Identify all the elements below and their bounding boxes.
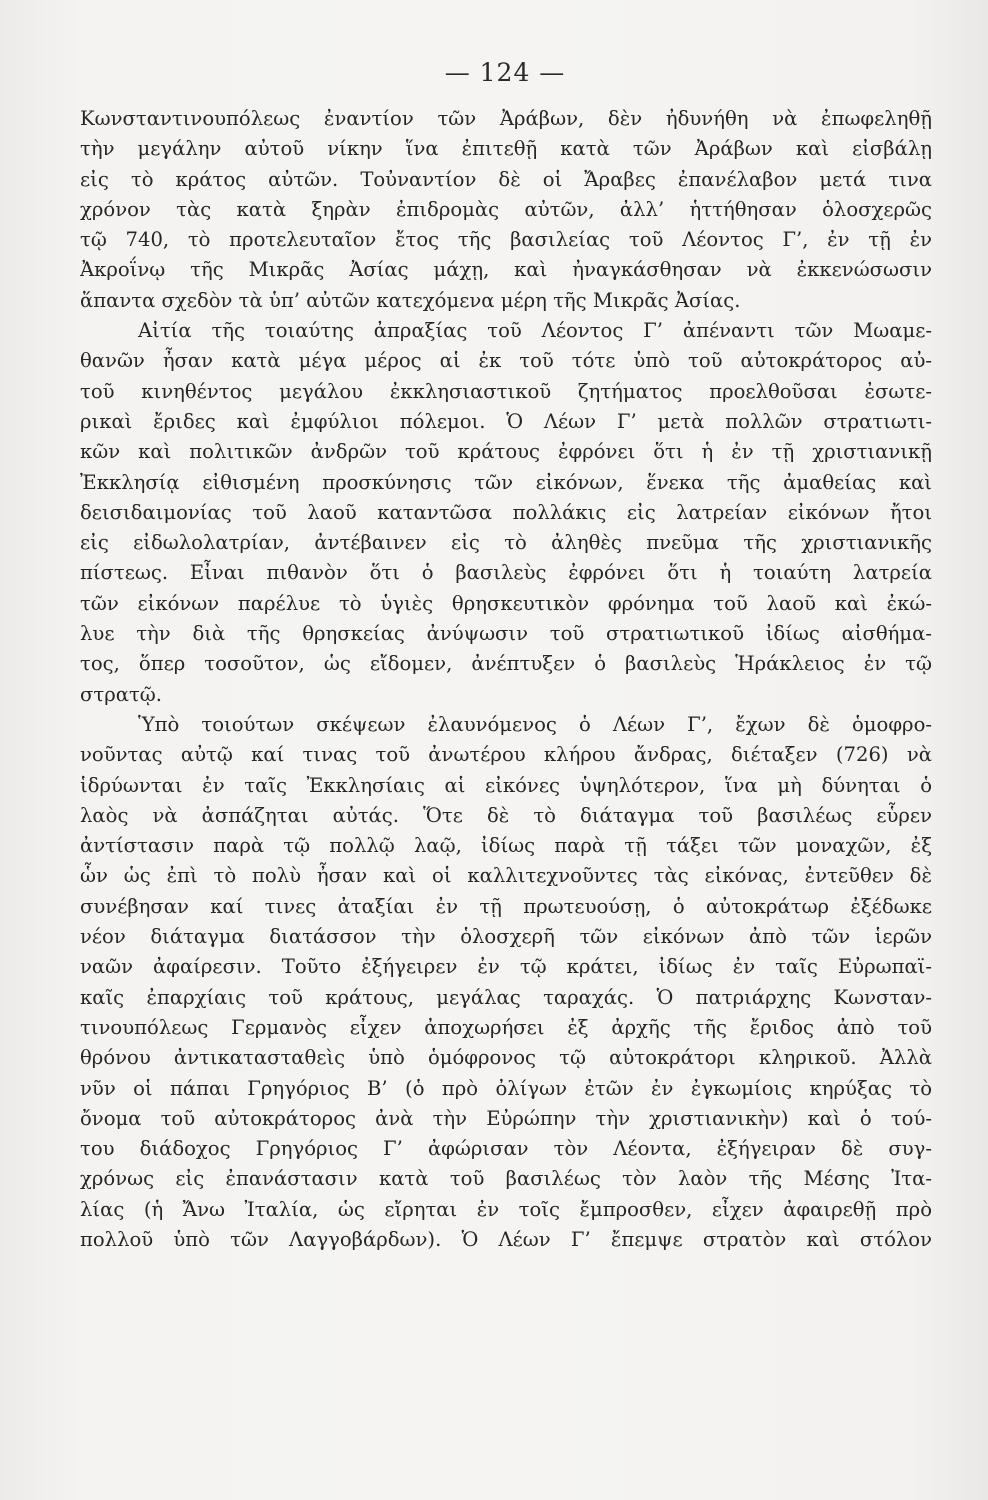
text-line: τῶν εἰκόνων παρέλυε τὸ ὑγιὲς θρησκευτικὸν φρόνημα τοῦ λαοῦ καὶ ἐκώ- <box>80 591 932 615</box>
text-line: Κωνσταντινουπόλεως ἐναντίον τῶν Ἀράβων, δὲν ἠδυνήθη νὰ ἐπωφεληθῇ <box>80 107 932 130</box>
paragraph <box>80 316 932 710</box>
text-line: εἰς εἰδωλολατρίαν, ἀντέβαινεν εἰς τὸ ἀληθὲς πνεῦμα τῆς χριστιανικῆς <box>80 531 932 555</box>
text-line: του διάδοχος Γρηγόριος Γ’ ἀφώρισαν τὸν Λέοντα, ἐξήγειραν δὲ συγ- <box>80 1137 932 1161</box>
text-line: θρόνου ἀντικατασταθεὶς ὑπὸ ὁμόφρονος τῷ αὐτοκράτορι κληρικοῦ. Ἀλλὰ <box>80 1046 932 1070</box>
text-line: νῦν οἱ πάπαι Γρηγόριος Β’ (ὁ πρὸ ὀλίγων ἐτῶν ἐν ἐγκωμίοις κηρύξας τὸ <box>80 1076 932 1100</box>
text-line: πίστεως. Εἶναι πιθανὸν ὅτι ὁ βασιλεὺς ἐφρόνει ὅτι ἡ τοιαύτη λατρεία <box>80 561 932 585</box>
text-line: χρόνον τὰς κατὰ ξηρὰν ἐπιδρομὰς αὐτῶν, ἀλλ’ ἡττήθησαν ὁλοσχερῶς <box>80 197 932 221</box>
text-line: χρόνως εἰς ἐπανάστασιν κατὰ τοῦ βασιλέως τὸν λαὸν τῆς Μέσης Ἰτα- <box>80 1167 932 1191</box>
text-line: Αἰτία τῆς τοιαύτης ἀπραξίας τοῦ Λέοντος Γ’ ἀπέναντι τῶν Μωαμε- <box>138 319 932 343</box>
page-number: — 124 — <box>444 58 566 87</box>
text-line: πολλοῦ ὑπὸ τῶν Λαγγοβάρδων). Ὁ Λέων Γ’ ἔπεμψε στρατὸν καὶ στόλον <box>80 1227 932 1251</box>
text-line: λυε τὴν διὰ τῆς θρησκείας ἀνύψωσιν τοῦ στρατιωτικοῦ ἰδίως αἰσθήμα- <box>80 622 932 646</box>
text-line: εἰς τὸ κράτος αὐτῶν. Τοὐναντίον δὲ οἱ Ἄραβες ἐπανέλαβον μετά τινα <box>80 167 932 191</box>
text-line: τὴν μεγάλην αὐτοῦ νίκην ἵνα ἐπιτεθῇ κατὰ τῶν Ἀράβων καὶ εἰσβάλῃ <box>80 137 932 161</box>
text-line: Ὑπὸ τοιούτων σκέψεων ἐλαυνόμενος ὁ Λέων Γ’, ἔχων δὲ ὁμοφρο- <box>138 712 932 736</box>
text-line: ἀντίστασιν παρὰ τῷ πολλῷ λαῷ, ἰδίως παρὰ τῇ τάξει τῶν μοναχῶν, ἐξ <box>80 834 932 858</box>
text-line: τινουπόλεως Γερμανὸς εἶχεν ἀποχωρήσει ἐξ ἀρχῆς τῆς ἔριδος ἀπὸ τοῦ <box>80 1015 932 1039</box>
text-line: λίας (ἡ Ἄνω Ἰταλία, ὡς εἴρηται ἐν τοῖς ἔμπροσθεν, εἶχεν ἀφαιρεθῇ πρὸ <box>80 1197 932 1221</box>
text-line: δεισιδαιμονίας τοῦ λαοῦ καταντῶσα πολλάκις εἰς λατρείαν εἰκόνων ἤτοι <box>80 500 932 524</box>
text-line: τοῦ κινηθέντος μεγάλου ἐκκλησιαστικοῦ ζητήματος προελθοῦσαι ἐσωτε- <box>80 379 932 403</box>
text-line: νοῦντας αὐτῷ καί τινας τοῦ ἀνωτέρου κλήρου ἄνδρας, διέταξεν (726) νὰ <box>80 743 932 767</box>
text-line: ναῶν ἀφαίρεσιν. Τοῦτο ἐξήγειρεν ἐν τῷ κράτει, ἰδίως ἐν ταῖς Εὐρωπαϊ- <box>80 955 932 979</box>
text-line: ρικαὶ ἔριδες καὶ ἐμφύλιοι πόλεμοι. Ὁ Λέων Γ’ μετὰ πολλῶν στρατιωτι- <box>80 409 932 433</box>
text-line: ἱδρύωνται ἐν ταῖς Ἐκκλησίαις αἱ εἰκόνες ὑψηλότερον, ἵνα μὴ δύνηται ὁ <box>80 773 932 797</box>
text-line: συνέβησαν καί τινες ἀταξίαι ἐν τῇ πρωτευούσῃ, ὁ αὐτοκράτωρ ἐξέδωκε <box>80 894 932 918</box>
text-line: Ἀκροΐνῳ τῆς Μικρᾶς Ἀσίας μάχῃ, καὶ ἠναγκάσθησαν νὰ ἐκκενώσωσιν <box>80 258 932 282</box>
text-line: λαὸς νὰ ἀσπάζηται αὐτάς. Ὅτε δὲ τὸ διάταγμα τοῦ βασιλέως εὗρεν <box>80 803 932 827</box>
text-line: θανῶν ἦσαν κατὰ μέγα μέρος αἱ ἐκ τοῦ τότε ὑπὸ τοῦ αὐτοκράτορος αὐ- <box>80 349 932 373</box>
text-line: ἅπαντα σχεδὸν τὰ ὑπ’ αὐτῶν κατεχόμενα μέρη τῆς Μικρᾶς Ἀσίας. <box>80 288 741 312</box>
paragraph <box>80 104 932 316</box>
body-text <box>80 104 932 1255</box>
text-line: νέον διάταγμα διατάσσον τὴν ὁλοσχερῆ τῶν εἰκόνων ἀπὸ τῶν ἱερῶν <box>80 925 932 949</box>
text-line: στρατῷ. <box>80 682 163 706</box>
text-line: τος, ὅπερ τοσοῦτον, ὡς εἴδομεν, ἀνέπτυξεν ὁ βασιλεὺς Ἡράκλειος ἐν τῷ <box>80 652 932 676</box>
text-line: κῶν καὶ πολιτικῶν ἀνδρῶν τοῦ κράτους ἐφρόνει ὅτι ἡ ἐν τῇ χριστιανικῇ <box>80 440 932 464</box>
text-line: Ἐκκλησίᾳ εἰθισμένη προσκύνησις τῶν εἰκόνων, ἕνεκα τῆς ἀμαθείας καὶ <box>80 470 932 494</box>
text-line: ὧν ὡς ἐπὶ τὸ πολὺ ἦσαν καὶ οἱ καλλιτεχνοῦντες τὰς εἰκόνας, ἐντεῦθεν δὲ <box>80 864 932 888</box>
paragraph <box>80 710 932 1255</box>
text-line: καῖς ἐπαρχίαις τοῦ κράτους, μεγάλας ταραχάς. Ὁ πατριάρχης Κωνσταν- <box>80 985 932 1009</box>
text-line: ὄνομα τοῦ αὐτοκράτορος ἀνὰ τὴν Εὐρώπην τὴν χριστιανικὴν) καὶ ὁ τού- <box>80 1106 932 1130</box>
text-line: τῷ 740, τὸ προτελευταῖον ἔτος τῆς βασιλείας τοῦ Λέοντος Γ’, ἐν τῇ ἐν <box>80 228 932 252</box>
